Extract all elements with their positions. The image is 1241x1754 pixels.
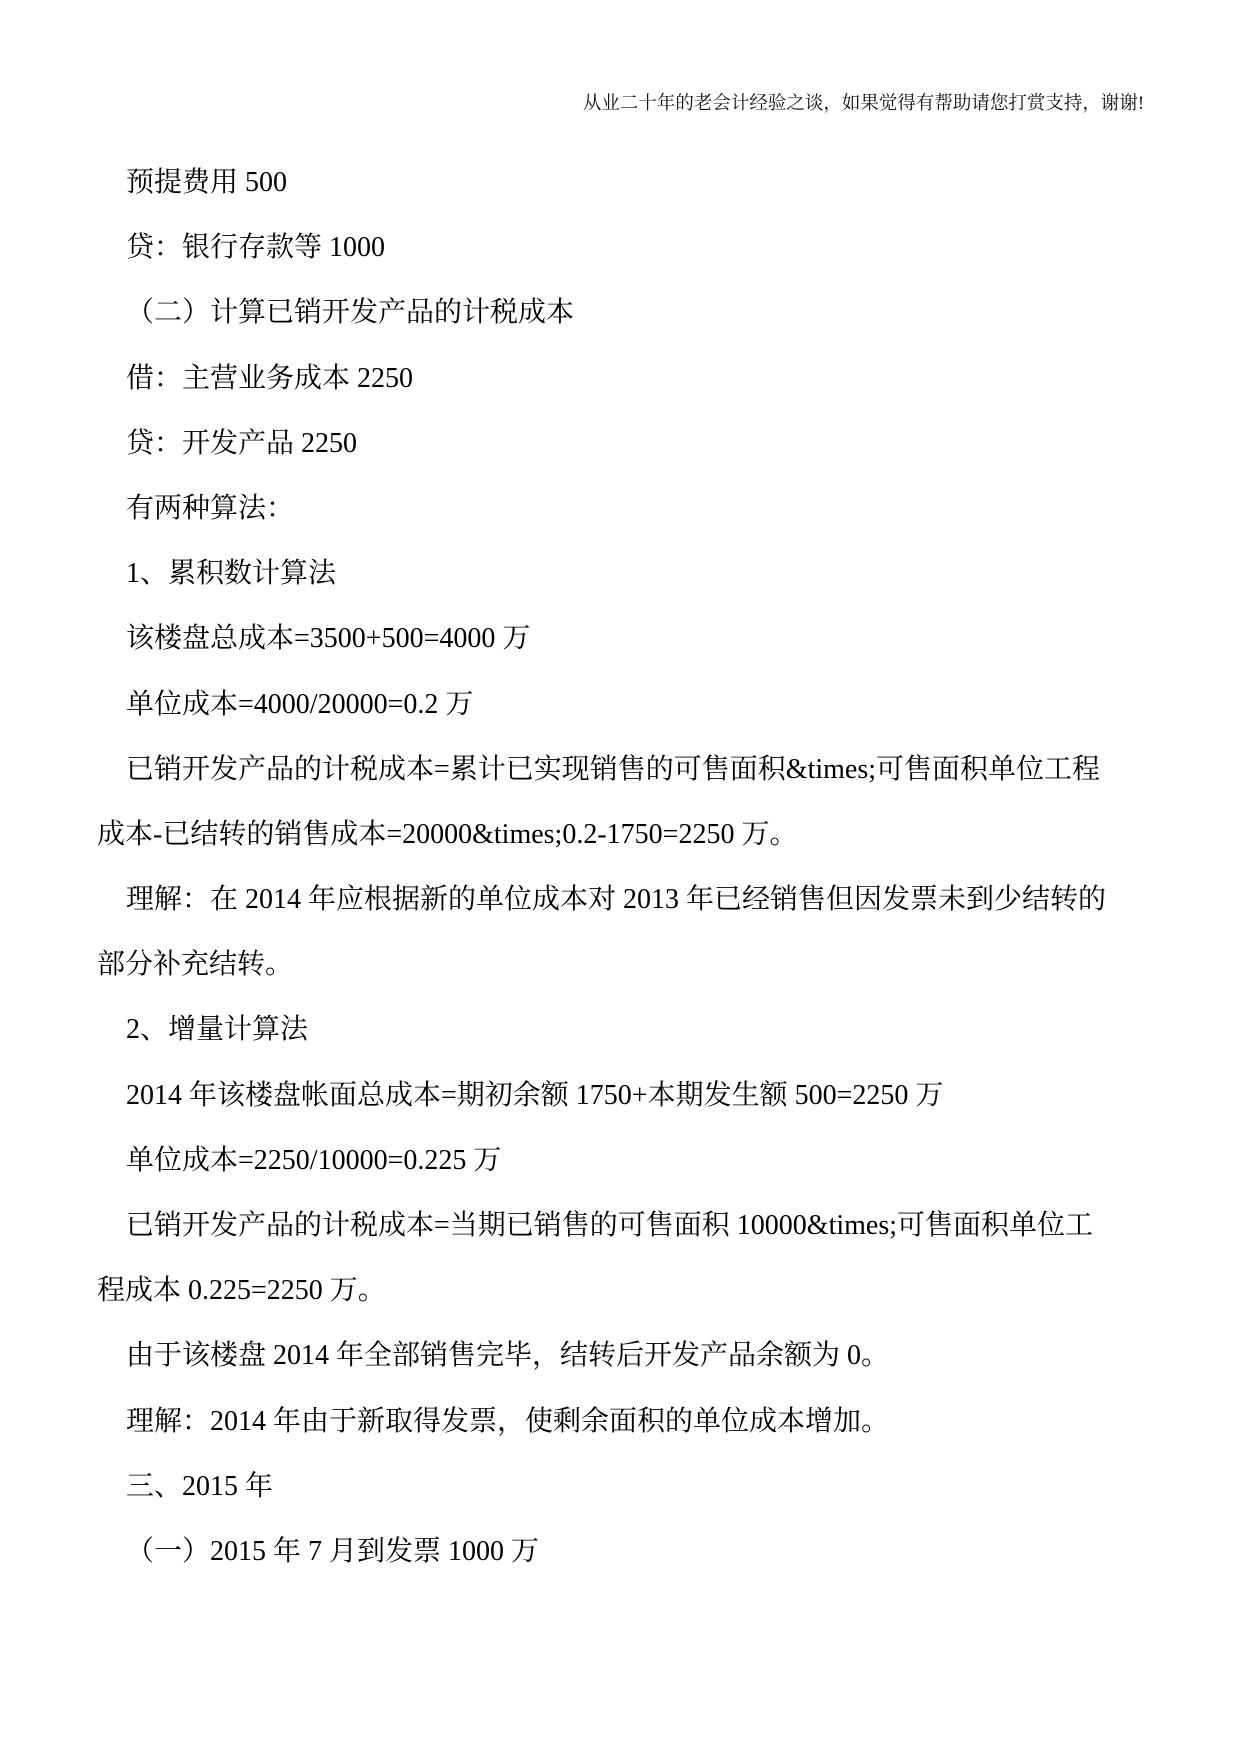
section-heading xyxy=(97,280,1147,345)
paragraph-line: 单位成本=2250/10000=0.225 万 xyxy=(126,1144,502,1176)
paragraph xyxy=(97,1193,1147,1323)
paragraph xyxy=(97,1389,1147,1454)
section-heading xyxy=(97,1519,1147,1584)
paragraph-line: 该楼盘总成本=3500+500=4000 万 xyxy=(126,623,531,655)
paragraph xyxy=(97,606,1147,671)
paragraph xyxy=(97,672,1147,737)
paragraph xyxy=(97,1323,1147,1388)
section-heading xyxy=(97,997,1147,1062)
paragraph xyxy=(97,411,1147,476)
paragraph-line: 已销开发产品的计税成本=累计已实现销售的可售面积&times;可售面积单位工程 xyxy=(126,753,1101,785)
paragraph-line: 2014 年该楼盘帐面总成本=期初余额 1750+本期发生额 500=2250 万 xyxy=(126,1079,944,1111)
paragraph-line: 借：主营业务成本 2250 xyxy=(126,362,414,394)
section-heading xyxy=(97,541,1147,606)
paragraph-line: 由于该楼盘 2014 年全部销售完毕，结转后开发产品余额为 0。 xyxy=(126,1340,890,1372)
paragraph-line: 1、累积数计算法 xyxy=(126,558,337,590)
paragraph-line: 已销开发产品的计税成本=当期已销售的可售面积 10000&times;可售面积单位工 xyxy=(126,1210,1094,1241)
paragraph-line: 2、增量计算法 xyxy=(126,1014,309,1046)
header-note: 从业二十年的老会计经验之谈，如果觉得有帮助请您打赏支持，谢谢! xyxy=(582,94,1144,114)
paragraph-line: 有两种算法： xyxy=(126,492,295,524)
paragraph-line: 三、2015 年 xyxy=(126,1470,274,1502)
paragraph-line: 理解：在 2014 年应根据新的单位成本对 2013 年已经销售但因发票未到少结转的 xyxy=(126,884,1107,916)
paragraph-line: 预提费用 500 xyxy=(126,167,288,198)
paragraph xyxy=(97,150,1147,215)
paragraph xyxy=(97,737,1147,867)
paragraph xyxy=(97,1063,1147,1128)
paragraph-line: 理解：2014 年由于新取得发票，使剩余面积的单位成本增加。 xyxy=(126,1405,890,1437)
paragraph-line: 贷：开发产品 2250 xyxy=(126,427,358,459)
paragraph xyxy=(97,1128,1147,1193)
document-body xyxy=(97,150,1147,1584)
paragraph-line: 单位成本=4000/20000=0.2 万 xyxy=(126,688,474,720)
paragraph xyxy=(97,346,1147,411)
paragraph xyxy=(97,476,1147,541)
paragraph xyxy=(97,867,1147,997)
paragraph-line: 成本-已结转的销售成本=20000&times;0.2-1750=2250 万。 xyxy=(97,818,798,850)
paragraph-line: 部分补充结转。 xyxy=(97,949,294,981)
paragraph-line: （二）计算已销开发产品的计税成本 xyxy=(126,297,575,329)
paragraph-line: （一）2015 年 7 月到发票 1000 万 xyxy=(126,1535,540,1567)
paragraph xyxy=(97,215,1147,280)
paragraph-line: 程成本 0.225=2250 万。 xyxy=(97,1275,386,1307)
section-heading xyxy=(97,1454,1147,1519)
paragraph-line: 贷：银行存款等 1000 xyxy=(126,232,386,264)
